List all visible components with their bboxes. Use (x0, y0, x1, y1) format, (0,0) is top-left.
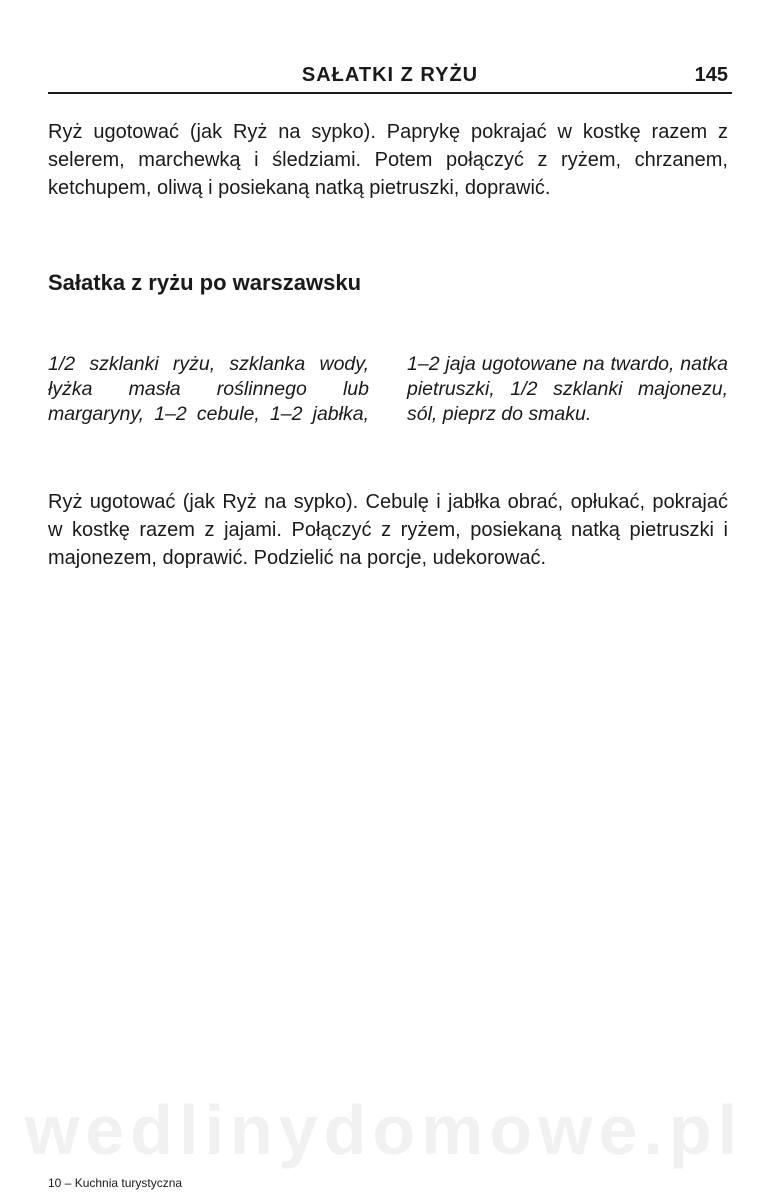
page-header (48, 60, 732, 94)
watermark: wedlinydomowe.pl (24, 1091, 744, 1169)
running-title: SAŁATKI Z RYŻU (301, 64, 479, 86)
ingredients-list: 1/2 szklanki ryżu, szklanka wody, łyżka masła roślinnego lub margaryny, 1–2 cebule, 1–2 jabłka, 1–2 jaja ugotowane na twardo, natka pietruszki, 1/2 szklanki majonezu, sól, pieprz do smaku. (48, 353, 728, 425)
method-paragraph: Ryż ugotować (jak Ryż na sypko). Cebulę i jabłka obrać, opłukać, pokrajać w kostkę razem z jajami. Połączyć z ryżem, posiekaną natką pietruszki i majonezem, doprawić. Podzielić na porcje, udekorować. (48, 491, 728, 569)
intro-paragraph: Ryż ugotować (jak Ryż na sypko). Paprykę pokrajać w kostkę razem z selerem, marchewką i śledziami. Potem połączyć z ryżem, chrzanem, ketchupem, oliwą i posiekaną natką pietruszki, doprawić. (48, 121, 728, 199)
page-number: 145 (694, 64, 728, 86)
recipe-title: Sałatka z ryżu po warszawsku (48, 270, 362, 295)
footer: 10 – Kuchnia turystyczna (48, 1176, 183, 1190)
